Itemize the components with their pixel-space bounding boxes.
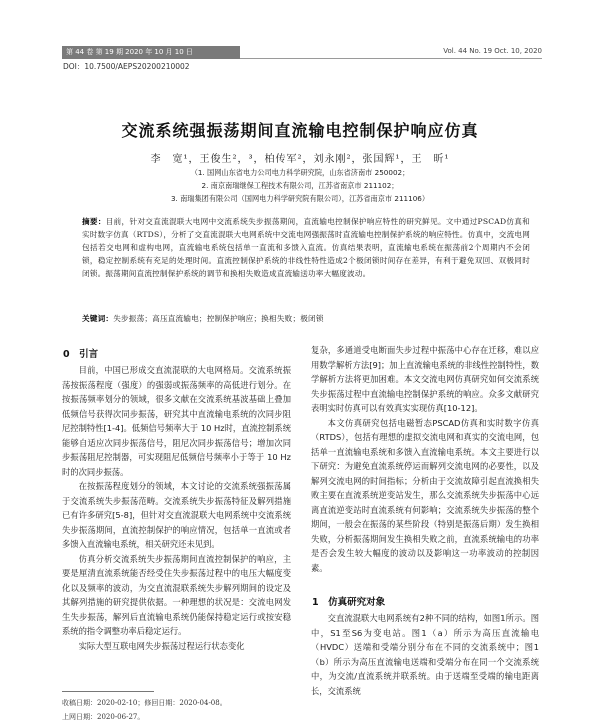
keywords-text: 失步振荡；高压直流输电；控制保护响应；换相失败；极闭锁 — [113, 314, 324, 323]
footnote-rule — [62, 691, 154, 692]
paper-title: 交流系统强振荡期间直流输电控制保护响应仿真 — [121, 121, 479, 140]
paragraph: 实际大型互联电网失步振荡过程运行状态变化 — [78, 640, 245, 651]
paragraph: 复杂，多通道受电断面失步过程中振荡中心存在迁移，难以应用数学解析方法[9]；加上直流输电系统的非线性控制特性，数学解析方法将更加困难。本文交流电网仿真研究如何交流系统失步振荡过程中直流输电控制保护系统的响应。众多文献研究表明实时仿真可以有效真实实现仿真[10-12]。 — [311, 345, 539, 413]
right-column-bottom — [311, 611, 539, 698]
footnote-received-date: 收稿日期：2020-02-10；修回日期：2020-04-08。 — [62, 699, 227, 707]
keywords — [82, 312, 530, 325]
section-heading-study-object: 1 仿真研究对象 — [312, 597, 386, 608]
section-heading-introduction: 0 引言 — [63, 349, 99, 360]
doi-line: DOI：10.7500/AEPS20200210002 — [63, 62, 190, 71]
volume-badge: 第 44 卷 第 19 期 2020 年 10 月 10 日 — [62, 46, 240, 59]
journal-header — [62, 46, 542, 59]
keywords-label: 关键词： — [82, 314, 114, 323]
abstract-text: 目前，针对交直流混联大电网中交流系统失步振荡期间，直流输电控制保护响应特性的研究鲜见。文中通过PSCAD仿真和实时数字仿真（RTDS），分析了交直流混联大电网系统中交流电网强振荡时直流输电控制保护系统的响应特性。仿真中，交流电网包括若交电网和虚构电网，直流输电系统包括单一直流和多馈入直流。仿真结果表明，直流输电系统在振荡前2个周期内不会闭锁，稳定控制系统有充足的处理时间。直流控制保护系统的非线性特性造成2个极闭锁时间存在差异，有利于避免双回、双极同时闭锁。振荡期间直流控制保护系统的调节和换相失败造成直流输送功率大幅度波动。 — [82, 217, 530, 279]
footnote-online-date: 上网日期：2020-06-27。 — [62, 713, 145, 721]
author-list: 李 宽¹，王俊生²，³，柏传军²，刘永刚²，张国辉¹，王 昕¹ — [150, 154, 450, 165]
abstract — [82, 215, 530, 280]
paragraph: 本文仿真研究包括电磁暂态PSCAD仿真和实时数字仿真（RTDS），包括有理想的虚拟交流电网和真实的交流电网，包括单一直流输电系统和多馈入直流输电系统。本文主要进行以下研究：为避免直流系统停运而解列交流电网的必要性，以及解列交流电网的时间指标；分析由于交流故障引起直流换相失败主要在直流系统逆变站发生，那么交流系统失步振荡中心远离直流逆变站时直流系统有何影响；交流系统失步振荡的整个期间，一般会在振荡的某些阶段（特别是振荡后期）发生换相失败，分析振荡期间发生换相失败之前，直流系统输电的功率是否会发生较大幅度的波动以及影响这一功率波动的控制因素。 — [311, 417, 539, 573]
left-column — [62, 363, 291, 653]
paragraph: 在按振荡程度划分的领域，本文讨论的交流系统强振荡属于交流系统失步振荡范畴。交流系统失步振荡特征及解列措施已有许多研究[5-8]，但针对交直流混联大电网系统中交流系统失步振荡期间，直流控制保护的响应情况，包括单一直流或者多馈入直流输电系统，相关研究还未见到。 — [62, 481, 291, 549]
affiliation-2: 2. 南京南瑞继保工程技术有限公司，江苏省南京市 211102； — [201, 181, 399, 190]
affiliation-1: （1. 国网山东省电力公司电力科学研究院，山东省济南市 250002； — [190, 168, 410, 177]
abstract-label: 摘要： — [82, 217, 106, 226]
paragraph: 交直流混联大电网系统有2种不同的结构，如图1所示。图中，S1至S6为变电站。图1（a）所示为高压直流输电（HVDC）送端和受端分别分布在不同的交流系统中；图1（b）所示为高压直流输电送端和受端分布在同一个交流系统中，为交流/直流系统并联系统。由于送端至受端的输电距离长，交流系统 — [311, 613, 539, 696]
paragraph: 仿真分析交流系统失步振荡期间直流控制保护的响应，主要是厘清直流系统能否经受住失步振荡过程中的电压大幅度变化以及频率的波动，为交直流混联系统失步解列期间的设定及其解列措施的研究提供依据。一种理想的状况是：交流电网发生失步振荡，解列后直流输电系统仍能保持稳定运行或按安稳系统的指令调整功率后稳定运行。 — [62, 553, 291, 636]
volume-info-english: Vol. 44 No. 19 Oct. 10, 2020 — [443, 47, 542, 55]
affiliation-3: 3. 南瑞集团有限公司（国网电力科学研究院有限公司），江苏省南京市 211106） — [170, 194, 430, 203]
paragraph: 目前，中国已形成交直流混联的大电网格局。交流系统振荡按振荡程度（强度）的强弱或振荡频率的高低进行划分。在按振荡频率划分的领域，很多文献在交流系统基波基础上叠加低频信号获得次同步振荡，研究其中直流输电系统的次同步阻尼控制特性[1-4]。低频信号频率大于 10 Hz时，直流控制系统能够自适应次同步振荡信号，阻尼次同步振荡信号；增加次同步振荡阻尼控制器，可实现阻尼低频信号频率小于等于 10 Hz时的次同步振荡。 — [62, 365, 291, 477]
header-rule — [240, 58, 542, 59]
right-column-top — [311, 343, 539, 575]
